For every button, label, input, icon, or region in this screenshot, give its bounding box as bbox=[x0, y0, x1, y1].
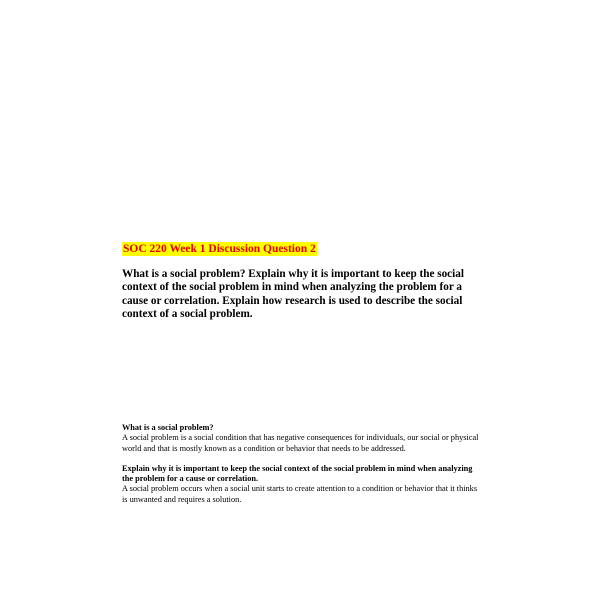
section-answer: A social problem is a social condition that has negative consequences for individuals, our social or physical world and that is mostly known as a condition or behavior that needs to be addressed. bbox=[122, 433, 479, 453]
answer-body bbox=[122, 423, 482, 505]
document-heading: SOC 220 Week 1 Discussion Question 2 bbox=[123, 243, 316, 255]
section-question: Explain why it is important to keep the social context of the social problem in mind when analyzing the problem for a cause or correlation. bbox=[122, 463, 473, 484]
section-question: What is a social problem? bbox=[122, 423, 214, 432]
paragraph-spacer bbox=[122, 454, 482, 464]
discussion-prompt: What is a social problem? Explain why it is important to keep the social context of the social problem in mind when analyzing the problem for a cause or correlation. Explain how research is used to describe the social context of a social problem. bbox=[122, 268, 464, 320]
section-answer: A social problem occurs when a social unit starts to create attention to a condition or behavior that it thinks is unwanted and requires a solution. bbox=[122, 484, 478, 504]
